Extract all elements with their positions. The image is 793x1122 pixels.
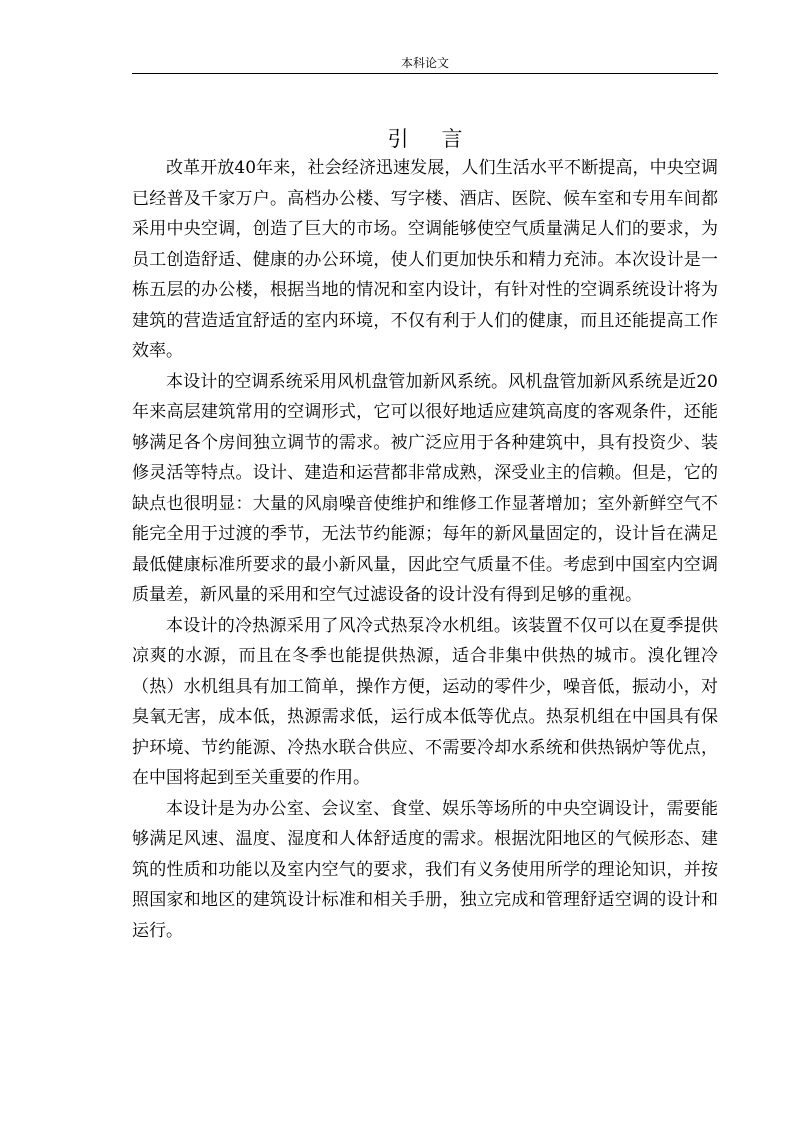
paragraph-2: 本设计的空调系统采用风机盘管加新风系统。风机盘管加新风系统是近20年来高层建筑常用的空调形式，它可以很好地适应建筑高度的客观条件，还能够满足各个房间独立调节的需求。被广泛应用于各种建筑中，具有投资少、装修灵活等特点。设计、建造和运营都非常成熟，深受业主的信赖。但是，它的缺点也很明显：大量的风扇噪音使维护和维修工作显著增加；室外新鲜空气不能完全用于过渡的季节，无法节约能源；每年的新风量固定的，设计旨在满足最低健康标准所要求的最小新风量，因此空气质量不佳。考虑到中国室内空调质量差，新风量的采用和空气过滤设备的设计没有得到足够的重视。 (132, 371, 718, 605)
paragraph-4: 本设计是为办公室、会议室、食堂、娱乐等场所的中央空调设计，需要能够满足风速、温度、湿度和人体舒适度的需求。根据沈阳地区的气候形态、建筑的性质和功能以及室内空气的要求，我们有义务使用所学的理论知识，并按照国家和地区的建筑设计标准和相关手册，独立完成和管理舒适空调的设计和运行。 (132, 798, 718, 941)
section-title: 引言 (387, 127, 496, 151)
paragraph-1: 改革开放40年来，社会经济迅速发展，人们生活水平不断提高，中央空调已经普及千家万户。高档办公楼、写字楼、酒店、医院、候车室和专用车间都采用中央空调，创造了巨大的市场。空调能够使空气质量满足人们的要求，为员工创造舒适、健康的办公环境，使人们更加快乐和精力充沛。本次设计是一栋五层的办公楼，根据当地的情况和室内设计，有针对性的空调系统设计将为建筑的营造适宜舒适的室内环境，不仅有利于人们的健康，而且还能提高工作效率。 (132, 158, 718, 361)
paragraph-3: 本设计的冷热源采用了风冷式热泵冷水机组。该装置不仅可以在夏季提供凉爽的水源，而且在冬季也能提供热源，适合非集中供热的城市。溴化锂冷（热）水机组具有加工简单，操作方便，运动的零件少，噪音低，振动小，对臭氧无害，成本低，热源需求低，运行成本低等优点。热泵机组在中国具有保护环境、节约能源、冷热水联合供应、不需要冷却水系统和供热锅炉等优点，在中国将起到至关重要的作用。 (132, 615, 718, 788)
header-rule (132, 73, 718, 74)
page-header: 本科论文 (400, 56, 449, 70)
body-text (132, 153, 718, 946)
